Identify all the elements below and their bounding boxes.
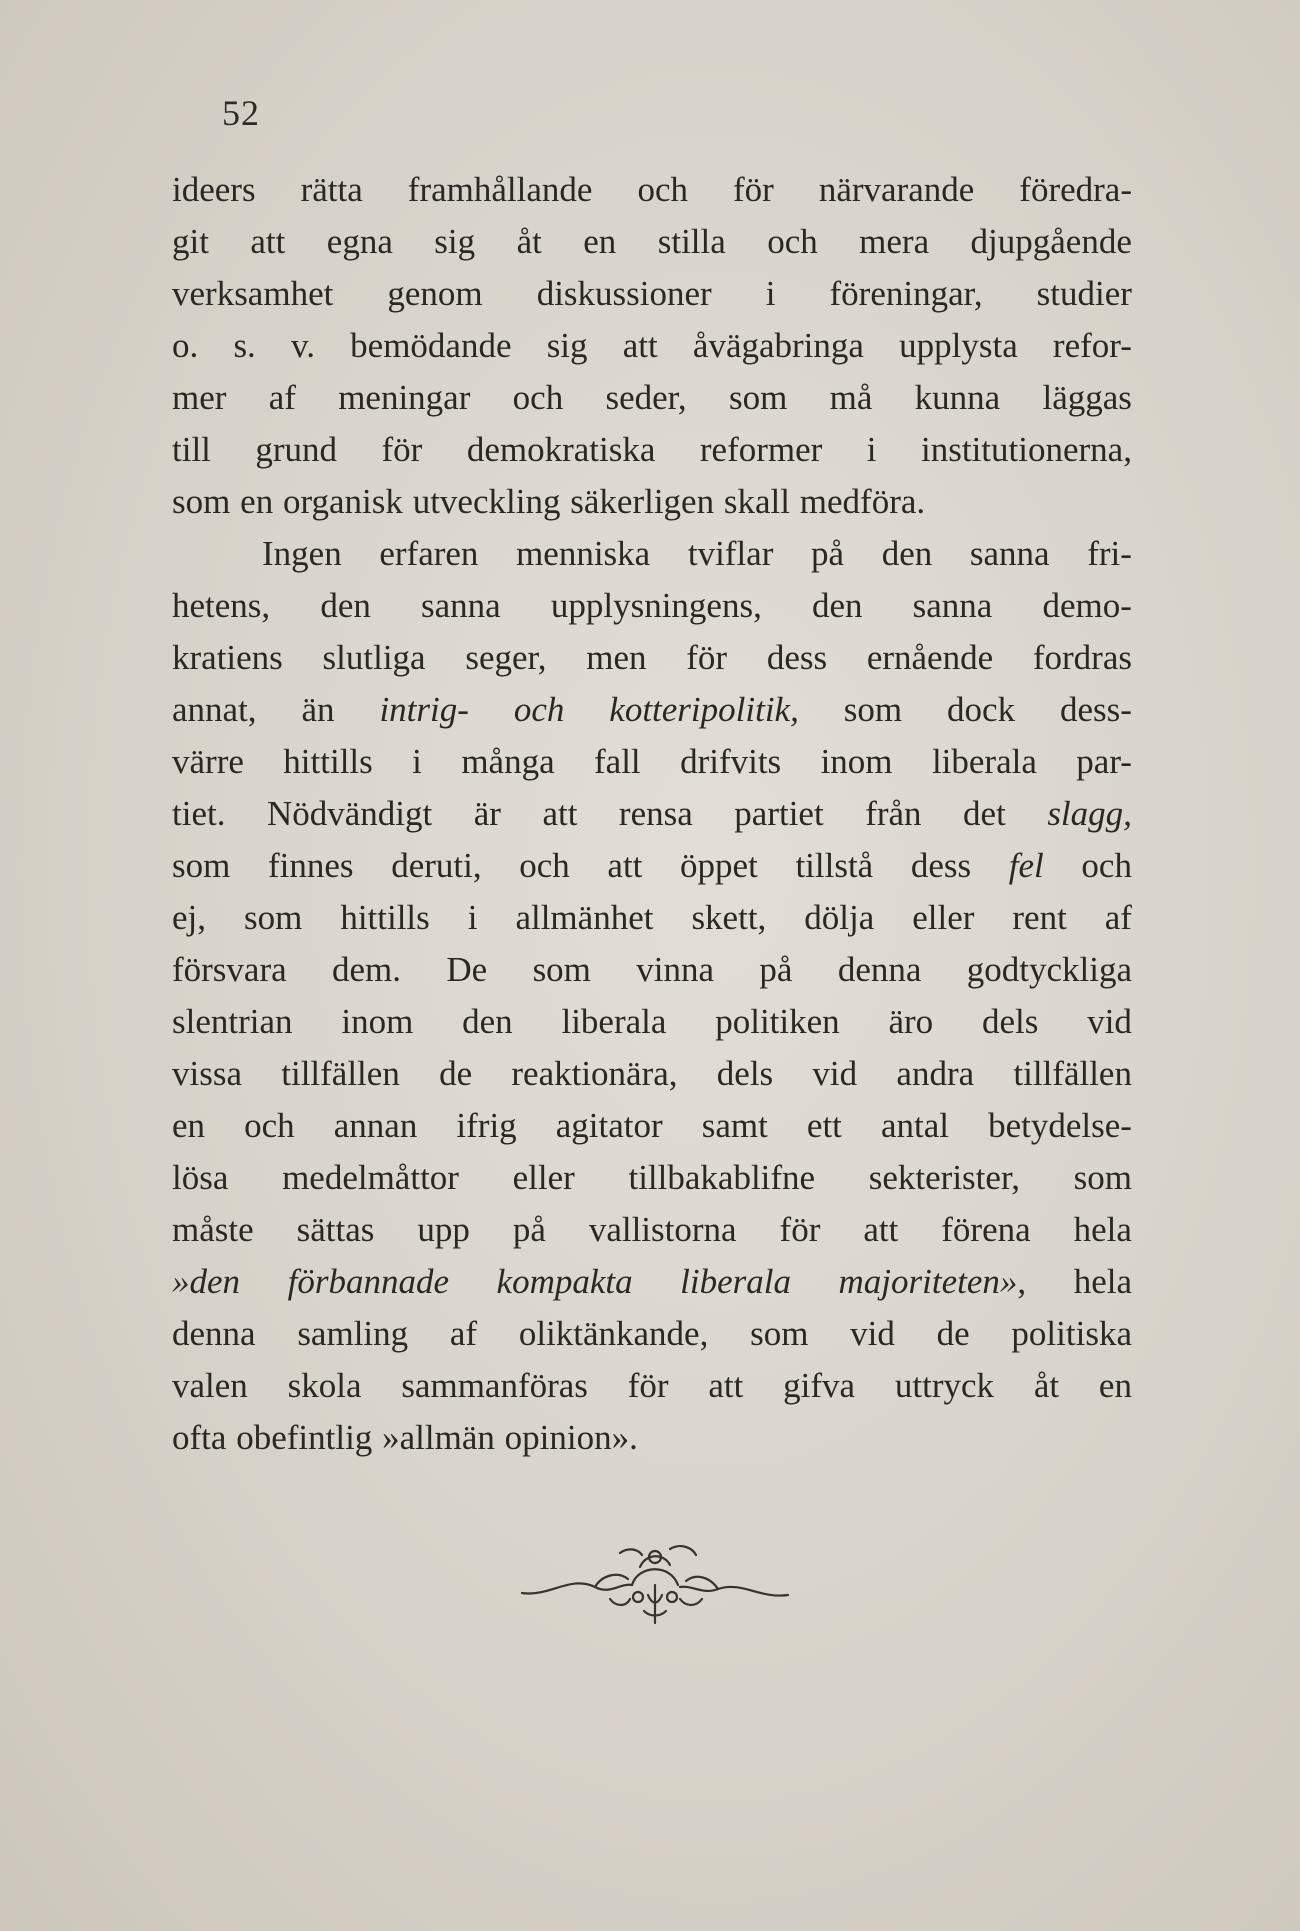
word: skall: [723, 482, 790, 521]
word: par-: [1076, 742, 1132, 781]
word: och: [1081, 846, 1132, 885]
word: det: [963, 794, 1006, 833]
word: och: [637, 170, 688, 209]
word: sig: [546, 326, 588, 365]
word: verksamhet: [172, 274, 334, 313]
word: och: [519, 846, 570, 885]
word: sanna: [912, 586, 993, 625]
word: politiska: [1011, 1314, 1132, 1353]
text-line: [172, 788, 1132, 840]
word: på: [811, 534, 845, 573]
word: en: [240, 482, 274, 521]
word: tillbakablifne: [628, 1158, 816, 1197]
word: lösa: [172, 1158, 229, 1197]
word: de: [439, 1054, 473, 1093]
word: slagg,: [1047, 794, 1132, 833]
word: allmänhet: [515, 898, 654, 937]
word: sättas: [296, 1210, 375, 1249]
word: af: [449, 1314, 478, 1353]
word: kunna: [914, 378, 1001, 417]
word: rensa: [618, 794, 693, 833]
word: liberala: [561, 1002, 667, 1041]
word: deruti,: [391, 846, 482, 885]
word: tillstå: [795, 846, 874, 885]
word: drifvits: [680, 742, 782, 781]
word: denna: [837, 950, 922, 989]
word: organisk: [283, 482, 403, 521]
body-text: [172, 164, 1132, 1464]
word: som: [172, 846, 231, 885]
word: till: [172, 430, 211, 469]
word: förena: [941, 1210, 1031, 1249]
word: finnes: [268, 846, 354, 885]
word: v.: [291, 326, 315, 365]
word: en: [1098, 1366, 1132, 1405]
word: att: [250, 222, 286, 261]
text-line: [172, 216, 1132, 268]
word: ofta: [172, 1418, 227, 1457]
text-line: [172, 580, 1132, 632]
word: dess-: [1060, 690, 1132, 729]
word: andra: [896, 1054, 975, 1093]
text-line: [172, 1100, 1132, 1152]
word: dock: [947, 690, 1016, 729]
word: ifrig: [456, 1106, 517, 1145]
word: i: [412, 742, 422, 781]
word: och: [767, 222, 818, 261]
word: seder,: [605, 378, 687, 417]
word: slentrian: [172, 1002, 293, 1041]
word: mera: [859, 222, 930, 261]
word: må: [829, 378, 873, 417]
text-line: [172, 840, 1132, 892]
word: intrig-: [379, 690, 469, 729]
word: vid: [1087, 1002, 1132, 1041]
word: Nödvändigt: [266, 794, 433, 833]
word: genom: [387, 274, 483, 313]
word: dess: [766, 638, 828, 677]
word: i: [467, 898, 478, 937]
word: en: [172, 1106, 206, 1145]
word: git: [172, 222, 209, 261]
word: opinion».: [504, 1418, 638, 1457]
word: obefintlig: [236, 1418, 373, 1457]
word: måste: [172, 1210, 254, 1249]
word: på: [759, 950, 793, 989]
word: många: [461, 742, 555, 781]
word: samling: [297, 1314, 409, 1353]
flourish-ornament-icon: [520, 1535, 790, 1635]
word: rätta: [300, 170, 363, 209]
word: seger,: [465, 638, 547, 677]
word: demo-: [1042, 586, 1132, 625]
word: menniska: [516, 534, 651, 573]
word: försvara: [172, 950, 287, 989]
text-line: [172, 1048, 1132, 1100]
word: slutliga: [322, 638, 426, 677]
word: medelmåttor: [282, 1158, 459, 1197]
word: tillfällen: [281, 1054, 400, 1093]
word: som: [532, 950, 591, 989]
word: eller: [512, 1158, 575, 1197]
text-line: [172, 164, 1132, 216]
word: föreningar,: [829, 274, 983, 313]
word: hetens,: [172, 586, 271, 625]
word: hittills: [283, 742, 373, 781]
text-line: [172, 996, 1132, 1048]
word: att: [607, 846, 643, 885]
word: den: [881, 534, 933, 573]
text-line: [172, 1256, 1132, 1308]
word: äro: [888, 1002, 934, 1041]
word: sekterister,: [868, 1158, 1020, 1197]
word: betydelse-: [988, 1106, 1132, 1145]
word: rent: [1012, 898, 1067, 937]
word: erfaren: [379, 534, 479, 573]
word: som: [172, 482, 231, 521]
word: från: [865, 794, 922, 833]
word: vallistorna: [588, 1210, 737, 1249]
word: fri-: [1087, 534, 1132, 573]
word: o.: [172, 326, 199, 365]
text-line: [172, 1360, 1132, 1412]
text-line: [172, 476, 1132, 528]
word: gifva: [783, 1366, 856, 1405]
word: ej,: [172, 898, 207, 937]
word: »allmän: [382, 1418, 495, 1457]
word: kotteripolitik,: [609, 690, 799, 729]
word: godtyckliga: [966, 950, 1132, 989]
word: Ingen: [262, 534, 342, 573]
word: af: [268, 378, 296, 417]
word: än: [301, 690, 335, 729]
word: af: [1104, 898, 1132, 937]
word: läggas: [1042, 378, 1132, 417]
word: valen: [172, 1366, 248, 1405]
word: fall: [594, 742, 641, 781]
word: djupgående: [970, 222, 1132, 261]
word: bemödande: [350, 326, 512, 365]
word: dess: [910, 846, 972, 885]
word: liberala: [931, 742, 1037, 781]
word: tiet.: [172, 794, 226, 833]
text-line: [172, 1204, 1132, 1256]
word: mer: [172, 378, 227, 417]
word: vinna: [636, 950, 715, 989]
word: som: [843, 690, 903, 729]
word: ernående: [866, 638, 994, 677]
word: är: [473, 794, 501, 833]
word: annat,: [172, 690, 257, 729]
text-line: [172, 1412, 1132, 1464]
word: majoriteten»,: [838, 1262, 1027, 1301]
word: antal: [880, 1106, 950, 1145]
word: annan: [333, 1106, 418, 1145]
word: kompakta: [496, 1262, 633, 1301]
word: dölja: [804, 898, 875, 937]
word: tillfällen: [1013, 1054, 1132, 1093]
word: för: [686, 638, 728, 677]
word: som: [1073, 1158, 1132, 1197]
word: reformer: [699, 430, 823, 469]
word: åt: [1033, 1366, 1060, 1405]
word: inom: [341, 1002, 414, 1041]
word: demokratiska: [466, 430, 656, 469]
word: närvarande: [818, 170, 975, 209]
word: dels: [716, 1054, 774, 1093]
word: hittills: [340, 898, 430, 937]
word: att: [708, 1366, 744, 1405]
text-line: [172, 1308, 1132, 1360]
page-number: 52: [222, 93, 260, 133]
word: fordras: [1032, 638, 1132, 677]
word: oliktänkande,: [518, 1314, 709, 1353]
word: den: [462, 1002, 513, 1041]
word: att: [622, 326, 658, 365]
word: skett,: [691, 898, 767, 937]
word: sammanföras: [401, 1366, 588, 1405]
word: sanna: [421, 586, 501, 625]
word: men: [586, 638, 647, 677]
text-line: [172, 684, 1132, 736]
word: »den: [172, 1262, 241, 1301]
text-line: [172, 268, 1132, 320]
word: dels: [981, 1002, 1039, 1041]
word: sanna: [969, 534, 1050, 573]
word: förbannade: [287, 1262, 449, 1301]
word: samt: [701, 1106, 768, 1145]
word: tviflar: [687, 534, 774, 573]
word: som: [243, 898, 303, 937]
word: hela: [1073, 1262, 1132, 1301]
word: sig: [434, 222, 476, 261]
text-line: [172, 892, 1132, 944]
word: för: [733, 170, 774, 209]
text-line: [172, 320, 1132, 372]
word: som: [750, 1314, 809, 1353]
word: i: [866, 430, 877, 469]
word: värre: [172, 742, 244, 781]
word: den: [320, 586, 371, 625]
word: politiken: [715, 1002, 840, 1041]
word: denna: [172, 1314, 256, 1353]
word: fel: [1008, 846, 1044, 885]
word: egna: [326, 222, 393, 261]
word: institutionerna,: [921, 430, 1132, 469]
word: meningar: [338, 378, 471, 417]
word: i: [765, 274, 776, 313]
word: studier: [1036, 274, 1132, 313]
word: uttryck: [894, 1366, 995, 1405]
word: De: [446, 950, 488, 989]
word: att: [542, 794, 578, 833]
word: inom: [820, 742, 893, 781]
text-line: [172, 372, 1132, 424]
word: vid: [812, 1054, 858, 1093]
word: föredra-: [1019, 170, 1132, 209]
word: ideers: [172, 170, 256, 209]
word: åt: [516, 222, 542, 261]
word: för: [381, 430, 423, 469]
text-line: [172, 1152, 1132, 1204]
word: öppet: [680, 846, 758, 885]
word: vid: [850, 1314, 895, 1353]
word: den: [811, 586, 863, 625]
word: utveckling: [412, 482, 561, 521]
text-line: [172, 632, 1132, 684]
word: som: [728, 378, 788, 417]
word: och: [512, 378, 564, 417]
word: hela: [1073, 1210, 1132, 1249]
word: agitator: [555, 1106, 663, 1145]
word: upplysningens,: [550, 586, 762, 625]
text-line: [172, 424, 1132, 476]
word: eller: [912, 898, 975, 937]
word: medföra.: [799, 482, 926, 521]
word: liberala: [680, 1262, 791, 1301]
word: för: [627, 1366, 669, 1405]
text-line: [172, 528, 1132, 580]
word: refor-: [1052, 326, 1132, 365]
word: på: [512, 1210, 546, 1249]
word: dem.: [332, 950, 402, 989]
word: stilla: [657, 222, 726, 261]
word: s.: [233, 326, 256, 365]
word: upp: [417, 1210, 470, 1249]
word: kratiens: [172, 638, 283, 677]
word: att: [863, 1210, 899, 1249]
word: vissa: [172, 1054, 242, 1093]
word: och: [244, 1106, 295, 1145]
word: grund: [255, 430, 338, 469]
word: partiet: [734, 794, 824, 833]
word: de: [936, 1314, 970, 1353]
word: diskussioner: [536, 274, 712, 313]
word: ett: [806, 1106, 842, 1145]
text-line: [172, 944, 1132, 996]
word: säkerligen: [570, 482, 715, 521]
word: och: [513, 690, 565, 729]
word: för: [779, 1210, 821, 1249]
word: upplysta: [899, 326, 1018, 365]
word: reaktionära,: [511, 1054, 678, 1093]
word: skola: [287, 1366, 362, 1405]
word: åvägabringa: [692, 326, 864, 365]
word: framhållande: [407, 170, 593, 209]
word: en: [583, 222, 617, 261]
text-line: [172, 736, 1132, 788]
